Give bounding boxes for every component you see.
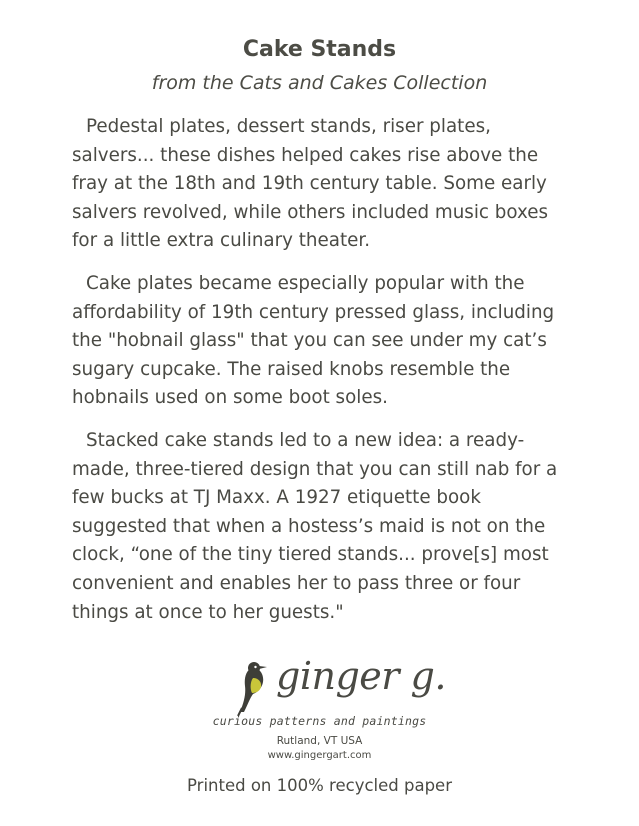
page-subtitle: from the Cats and Cakes Collection [151, 72, 488, 94]
paragraph: Stacked cake stands led to a new idea: a ready-made, three-tiered design that you can still nab for a few bucks at TJ Maxx. A 1927 etiquette book suggested that when a hostess’s maid is not on the clock, “one of the tiny tiered stands... prove[s] most convenient and enables her to pass three or four things at once to her guests." [72, 429, 558, 623]
bird-icon [236, 658, 276, 718]
brand-website: www.gingergart.com [267, 750, 372, 761]
body-text [72, 113, 572, 641]
paragraph: Pedestal plates, dessert stands, riser plates, salvers... these dishes helped cakes rise above the fray at the 18th and 19th century table. Some early salvers revolved, while others included music boxes for a little extra culinary theater. [72, 116, 549, 252]
paragraph: Cake plates became especially popular with the affordability of 19th century pressed glass, including the "hobnail glass" that you can see under my cat’s sugary cupcake. The raised knobs resemble the hobnails used on some boot soles. [72, 272, 555, 409]
printed-note: Printed on 100% recycled paper [187, 776, 452, 795]
page-title: Cake Stands [242, 37, 397, 62]
brand-logo [236, 654, 446, 718]
brand-wordmark: ginger g. [276, 654, 446, 698]
brand-tagline: curious patterns and paintings [212, 714, 427, 728]
brand-location: Rutland, VT USA [276, 735, 363, 747]
